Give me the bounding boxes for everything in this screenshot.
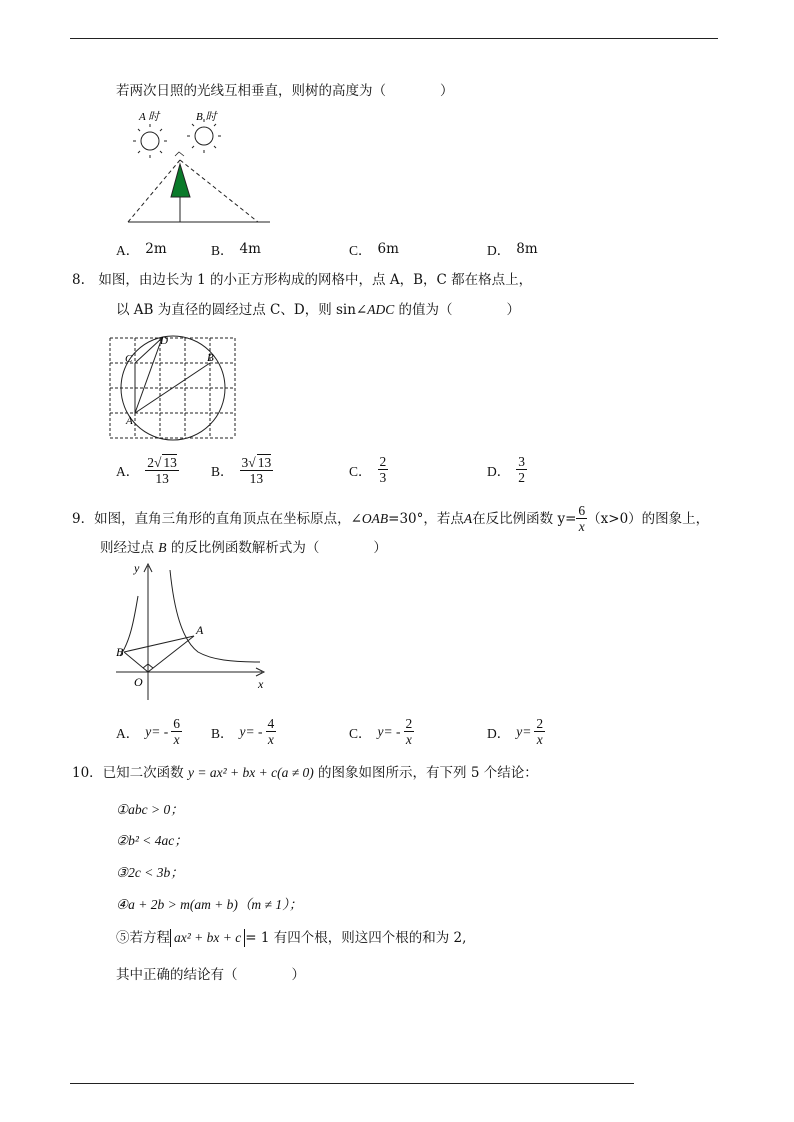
- q7-option-b[interactable]: B． 4m: [211, 241, 261, 258]
- sun-a-label: A 时: [139, 111, 160, 123]
- q10-question-last: 其中正确的结论有（ ）: [116, 967, 305, 983]
- x-axis-label: x: [258, 677, 264, 691]
- q9-question-line1: 9．如图，直角三角形的直角顶点在坐标原点，∠ OAB =30°，若点 A 在反比例函数 y= $\frac{6}{x}$ （x>0）的图象上，: [72, 503, 710, 534]
- point-d-label: D: [160, 335, 168, 347]
- footer-rule: [70, 1083, 634, 1084]
- point-c-label: C: [125, 353, 133, 365]
- q10-conclusion-5: ⑤若方程 ax² + bx + c = 1 有四个根，则这四个根的和为 2,: [116, 930, 467, 946]
- q10-conclusion-1: ①abc > 0；: [116, 802, 184, 817]
- q8-option-a[interactable]: A． $\frac{2√ 13}{13}$: [116, 455, 177, 486]
- q9-option-b[interactable]: B． y= - $\frac{4}{x}$: [211, 716, 275, 747]
- header-rule: [70, 38, 718, 39]
- q7-question-tail: 若两次日照的光线互相垂直，则树的高度为（ ）: [116, 83, 454, 99]
- q10-question-line1: 10．已知二次函数 y = ax² + bx + c(a ≠ 0) 的图象如图所示，有下列 5 个结论：: [72, 765, 538, 781]
- q10-conclusion-2: ②b² < 4ac；: [116, 833, 188, 848]
- q9-option-d[interactable]: D． y= $\frac{2}{x}$: [487, 716, 544, 747]
- q7-figure: [120, 108, 280, 230]
- q8-option-d[interactable]: D． $\frac{3}{2}$: [487, 454, 525, 485]
- q9-question-line2: 则经过点 B 的反比例函数解析式为（ ）: [100, 540, 387, 556]
- q7-option-a[interactable]: A． 2m: [116, 241, 167, 258]
- q10-conclusion-4: ④a + 2b > m(am + b)（m ≠ 1）；: [116, 897, 303, 912]
- point-b-label: B: [116, 645, 124, 659]
- q9-option-a[interactable]: A． y= - $\frac{6}{x}$: [116, 716, 180, 747]
- sun-b-icon: [187, 119, 221, 153]
- q7-option-c[interactable]: C． 6m: [349, 241, 399, 258]
- q8-option-b[interactable]: B． $\frac{3√ 13}{13}$: [211, 455, 272, 486]
- tree-icon: [171, 164, 190, 197]
- sun-b-label: B 时: [196, 111, 217, 123]
- q8-question-line2: 以 AB 为直径的圆经过点 C、D，则 sin∠ADC 的值为（ ）: [116, 302, 521, 318]
- y-axis-label: y: [134, 561, 140, 575]
- origin-label: O: [134, 675, 143, 689]
- sun-a-icon: [133, 124, 167, 158]
- point-a-label: A: [126, 415, 133, 427]
- q8-question-line1: 8. 如图，由边长为 1 的小正方形构成的网格中，点 A，B，C 都在格点上，: [72, 272, 533, 288]
- point-a-label: A: [196, 623, 204, 637]
- q7-option-d[interactable]: D． 8m: [487, 241, 538, 258]
- q9-coordinate-figure: [112, 560, 272, 710]
- q8-grid-figure: [106, 332, 240, 444]
- q8-option-c[interactable]: C． $\frac{2}{3}$: [349, 454, 387, 485]
- q10-conclusion-3: ③2c < 3b；: [116, 865, 184, 880]
- point-b-label: B: [207, 352, 214, 364]
- q9-option-c[interactable]: C． y= - $\frac{2}{x}$: [349, 716, 413, 747]
